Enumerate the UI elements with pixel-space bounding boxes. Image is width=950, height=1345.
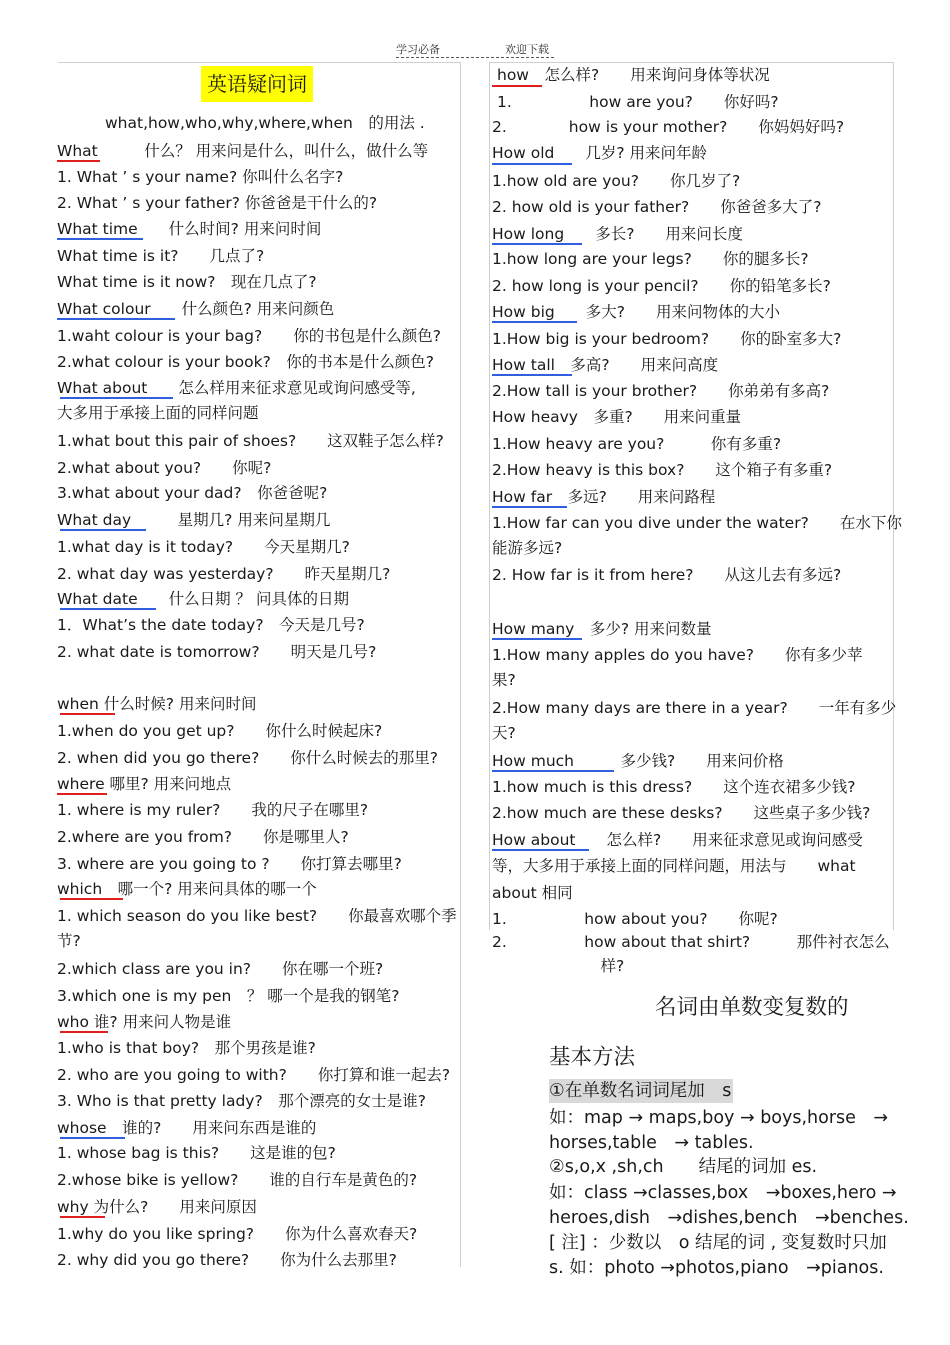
left-line: 2. what day was yesterday? 昨天星期几? [57,565,391,583]
what-day-underline [60,529,146,531]
how-much-underline [492,770,614,772]
what-about-underline [60,397,173,399]
header-right-text: 欢迎下载 [505,43,549,56]
section-how-about-heading: How about 怎么样? 用来征求意见或询问感受 [492,831,863,849]
left-line: 1. where is my ruler? 我的尺子在哪里? [57,801,369,819]
section-where-heading: where 哪里? 用来问地点 [57,775,232,793]
left-line: 2.what about you? 你呢? [57,459,272,477]
left-line: 1. whose bag is this? 这是谁的包? [57,1144,336,1162]
right-line: 1.How many apples do you have? 你有多少苹 [492,646,863,664]
right-line: 1. how about you? 你呢? [492,910,778,928]
section-how-tall-heading: How tall 多高? 用来问高度 [492,356,719,374]
right-table-top-border [489,62,893,63]
plural-rule-1: ①在单数名词词尾加 s [549,1081,732,1101]
who-underline [60,1031,108,1033]
how-tall-underline [492,374,572,376]
plural-line: heroes,dish →dishes,bench →benches. [549,1208,909,1228]
right-line: 2. how old is your father? 你爸爸多大了? [492,198,822,216]
right-line: 2. how is your mother? 你妈妈好吗? [492,118,845,136]
section-what-colour-heading: What colour 什么颜色? 用来问颜色 [57,300,335,318]
where-underline [57,793,107,795]
right-line: about 相同 [492,884,573,902]
right-line: 2. how about that shirt? 那件衬衣怎么 [492,933,890,951]
right-line: 样? [492,957,625,975]
header-left-text: 学习必备 [396,43,440,56]
right-line: 1.how old are you? 你几岁了? [492,172,741,190]
right-line: 1.how much is this dress? 这个连衣裙多少钱? [492,778,856,796]
right-line: 1. how are you? 你好吗? [497,93,779,111]
section-whose-heading: whose 谁的? 用来问东西是谁的 [57,1119,317,1137]
section-what-day-heading: What day 星期几? 用来问星期几 [57,511,331,529]
right-line: 2.How tall is your brother? 你弟弟有多高? [492,382,830,400]
which-underline [60,898,123,900]
left-line: 节? [57,932,81,950]
document-title: 英语疑问词 [201,66,313,102]
left-line: 3. Who is that pretty lady? 那个漂亮的女士是谁? [57,1092,426,1110]
header-divider [396,57,554,58]
right-line: 2.How heavy is this box? 这个箱子有多重? [492,461,833,479]
left-line: 2. why did you go there? 你为什么去那里? [57,1251,397,1269]
left-line: 2.which class are you in? 你在哪一个班? [57,960,384,978]
right-line: 2.How many days are there in a year? 一年有多少 [492,699,897,717]
left-line: 1.what day is it today? 今天星期几? [57,538,350,556]
right-line: 2. how long is your pencil? 你的铅笔多长? [492,277,831,295]
how-old-underline [492,163,572,165]
left-line: 1．What’s the date today? 今天是几号? [57,616,365,634]
how-big-underline [492,321,577,323]
section-how-heavy-heading: How heavy 多重? 用来问重量 [492,408,742,426]
how-about-underline [492,849,589,851]
right-table-right-border [893,62,894,930]
section-why-heading: why 为什么? 用来问原因 [57,1198,257,1216]
section-how-long-heading: How long 多长? 用来问长度 [492,225,743,243]
left-line: What time is it now? 现在几点了? [57,273,317,291]
left-line: 1. which season do you like best? 你最喜欢哪个季 [57,907,457,925]
left-line: 2.what colour is your book? 你的书本是什么颜色? [57,353,435,371]
left-line: 1. What ’ s your name? 你叫什么名字? [57,168,344,186]
whose-underline [60,1137,125,1139]
right-line: 能游多远? [492,539,563,557]
how-far-underline [492,506,567,508]
left-line: 2. who are you going to with? 你打算和谁一起去? [57,1066,451,1084]
right-line: 天? [492,724,516,742]
right-line: 1.how long are your legs? 你的腿多长? [492,250,809,268]
plural-line: 如：map → maps,boy → boys,horse → [549,1108,889,1128]
plural-title-line-1: 名词由单数变复数的 [655,995,849,1020]
section-how-many-heading: How many 多少? 用来问数量 [492,620,712,638]
what-time-underline [57,238,143,240]
right-line: 2.how much are these desks? 这些桌子多少钱? [492,804,871,822]
plural-note: [ 注] ：少数以 o 结尾的词 , 变复数时只加 [549,1233,887,1253]
left-table-top-border [58,62,460,63]
right-line: 果? [492,671,516,689]
right-line: 1.How heavy are you? 你有多重? [492,435,782,453]
left-line: 3.which one is my pen ？ 哪一个是我的钢笔? [57,987,400,1005]
what-underline [57,160,100,162]
section-which-heading: which 哪一个? 用来问具体的哪一个 [57,880,317,898]
left-line: 2. when did you go there? 你什么时候去的那里? [57,749,439,767]
section-what-time-heading: What time 什么时间? 用来问时间 [57,220,322,238]
section-how-much-heading: How much 多少钱? 用来问价格 [492,752,784,770]
left-line: 2. What ’ s your father? 你爸爸是干什么的? [57,194,378,212]
right-line: 2. How far is it from here? 从这儿去有多远? [492,566,842,584]
section-how-far-heading: How far 多远? 用来问路程 [492,488,716,506]
section-who-heading: who 谁? 用来问人物是谁 [57,1013,232,1031]
plural-line: 如：class →classes,box →boxes,hero → [549,1183,897,1203]
right-table-left-border [489,62,490,930]
plural-title-line-2: 基本方法 [549,1045,636,1070]
plural-rule-2: ②s,o,x ,sh,ch 结尾的词加 es. [549,1157,818,1177]
left-line: 1.why do you like spring? 你为什么喜欢春天? [57,1225,418,1243]
left-line: 2. what date is tomorrow? 明天是几号? [57,643,377,661]
section-how-big-heading: How big 多大? 用来问物体的大小 [492,303,780,321]
left-line: 大多用于承接上面的同样问题 [57,404,259,422]
why-underline [60,1216,105,1218]
intro-line: what,how,who,why,where,when 的用法 . [105,114,425,132]
left-line: 1.what bout this pair of shoes? 这双鞋子怎么样? [57,432,444,450]
section-what-date-heading: What date 什么日期 ？ 问具体的日期 [57,590,349,608]
how-underline [492,85,542,87]
left-line: 2.whose bike is yellow? 谁的自行车是黄色的? [57,1171,418,1189]
left-table-right-border [460,62,461,1267]
what-colour-underline [57,318,175,320]
how-many-underline [492,638,582,640]
left-line: 3.what about your dad? 你爸爸呢? [57,484,328,502]
how-long-underline [492,243,582,245]
plural-line: horses,table → tables. [549,1133,754,1153]
section-how-heading: how 怎么样? 用来询问身体等状况 [497,66,770,84]
left-line: 1.who is that boy? 那个男孩是谁? [57,1039,316,1057]
left-line: 1.waht colour is your bag? 你的书包是什么颜色? [57,327,441,345]
section-what-about-heading: What about 怎么样用来征求意见或询问感受等, [57,379,416,397]
right-line: 等，大多用于承接上面的同样问题，用法与 what [492,857,856,875]
left-line: 3. where are you going to ? 你打算去哪里? [57,855,402,873]
section-what-heading: What 什么？ 用来问是什么，叫什么，做什么等 [57,142,429,160]
when-underline [60,713,115,715]
left-line: What time is it? 几点了? [57,247,265,265]
right-line: 1.How far can you dive under the water? 在水下你 [492,514,902,532]
left-line: 1.when do you get up? 你什么时候起床? [57,722,383,740]
what-date-underline [60,608,156,610]
section-when-heading: when 什么时候? 用来问时间 [57,695,257,713]
section-how-old-heading: How old 几岁? 用来问年龄 [492,144,708,162]
left-line: 2.where are you from? 你是哪里人? [57,828,349,846]
plural-line: s. 如：photo →photos,piano →pianos. [549,1258,884,1278]
right-line: 1.How big is your bedroom? 你的卧室多大? [492,330,842,348]
